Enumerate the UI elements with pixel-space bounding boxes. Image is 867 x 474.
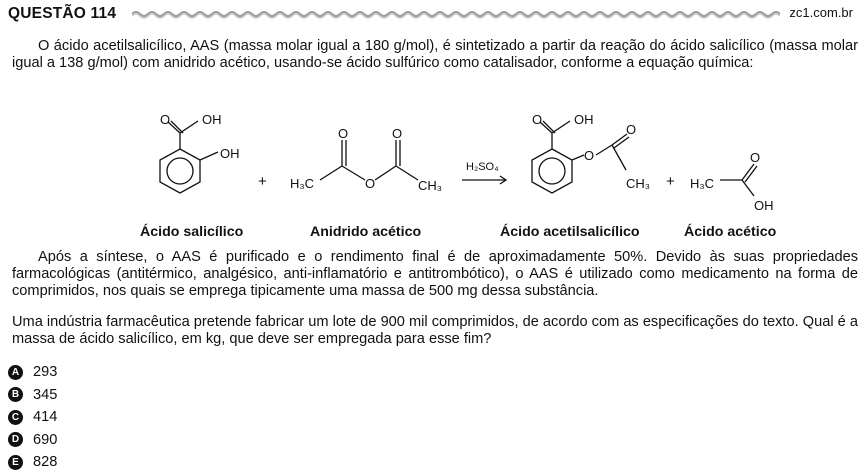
anhydride-ch3: CH₃: [418, 178, 443, 193]
salicylic-oh-top: OH: [202, 112, 222, 127]
option-d-value: 690: [33, 431, 58, 448]
aas-o-carboxyl: O: [532, 112, 543, 127]
intro-paragraph: O ácido acetilsalicílico, AAS (massa molar igual a 180 g/mol), é sintetizado a partir da reação do ácido salicílico (massa molar igual a 138 g/mol) com anidrido acético, usando-se ácido sulfúrico como catalisador, conforme a equação química:: [12, 38, 858, 71]
option-c[interactable]: [8, 406, 57, 429]
aas-o-carbonyl: O: [626, 122, 637, 137]
option-d-badge: D: [8, 432, 23, 447]
option-b[interactable]: [8, 384, 57, 407]
option-e-badge: E: [8, 455, 23, 470]
option-c-badge: C: [8, 410, 23, 425]
salicylic-oh-ring: OH: [220, 146, 240, 161]
plus-sign-1: +: [258, 173, 267, 190]
chemical-equation: [130, 108, 790, 220]
acetic-anhydride-structure: [290, 126, 442, 193]
acetic-h3c: H₃C: [690, 176, 715, 191]
reaction-arrow: [462, 161, 506, 184]
label-acetic-anhydride: Anidrido acético: [310, 224, 422, 240]
header-wave-divider: [132, 9, 780, 19]
catalyst-label: H₂SO₄: [466, 161, 499, 173]
option-e-value: 828: [33, 454, 58, 471]
option-b-badge: B: [8, 387, 23, 402]
option-d[interactable]: [8, 429, 57, 452]
plus-sign-2: +: [666, 173, 675, 190]
label-acetylsalicylic-acid: Ácido acetilsalicílico: [500, 224, 640, 240]
acetic-o: O: [750, 150, 761, 165]
context-paragraph: Após a síntese, o AAS é purificado e o rendimento final é de aproximadamente 50%. Devido às suas propriedades farmacológicas (antitérmico, analgésico, anti-inflamatório e antitrombótico), o AAS é utilizado como medicamento na forma de comprimidos, nos quais se emprega tipicamente uma massa de 500 mg dessa substância.: [12, 249, 858, 299]
option-b-value: 345: [33, 386, 58, 403]
acetic-acid-structure: [690, 150, 774, 213]
site-watermark: zc1.com.br: [789, 5, 853, 20]
label-salicylic-acid: Ácido salicílico: [140, 224, 244, 240]
question-number: QUESTÃO 114: [8, 5, 117, 22]
salicylic-acid-structure: [160, 112, 240, 193]
answer-options: [8, 361, 57, 474]
anhydride-o-left: O: [338, 126, 349, 141]
salicylic-o: O: [160, 112, 171, 127]
option-e[interactable]: [8, 451, 57, 474]
aas-o-ester: O: [584, 148, 595, 163]
option-a[interactable]: [8, 361, 57, 384]
question-statement: Uma indústria farmacêutica pretende fabricar um lote de 900 mil comprimidos, de acordo com as especificações do texto. Qual é a massa de ácido salicílico, em kg, que deve ser empregada para esse fim?: [12, 314, 858, 347]
acetic-oh: OH: [754, 198, 774, 213]
anhydride-o-bridge: O: [365, 176, 376, 191]
acetylsalicylic-acid-structure: [532, 112, 650, 193]
anhydride-h3c: H₃C: [290, 176, 315, 191]
aas-ch3: CH₃: [626, 176, 651, 191]
option-a-value: 293: [33, 364, 58, 381]
option-c-value: 414: [33, 409, 58, 426]
anhydride-o-right: O: [392, 126, 403, 141]
question-header: [0, 0, 867, 26]
label-acetic-acid: Ácido acético: [684, 224, 777, 240]
option-a-badge: A: [8, 365, 23, 380]
aas-oh: OH: [574, 112, 594, 127]
